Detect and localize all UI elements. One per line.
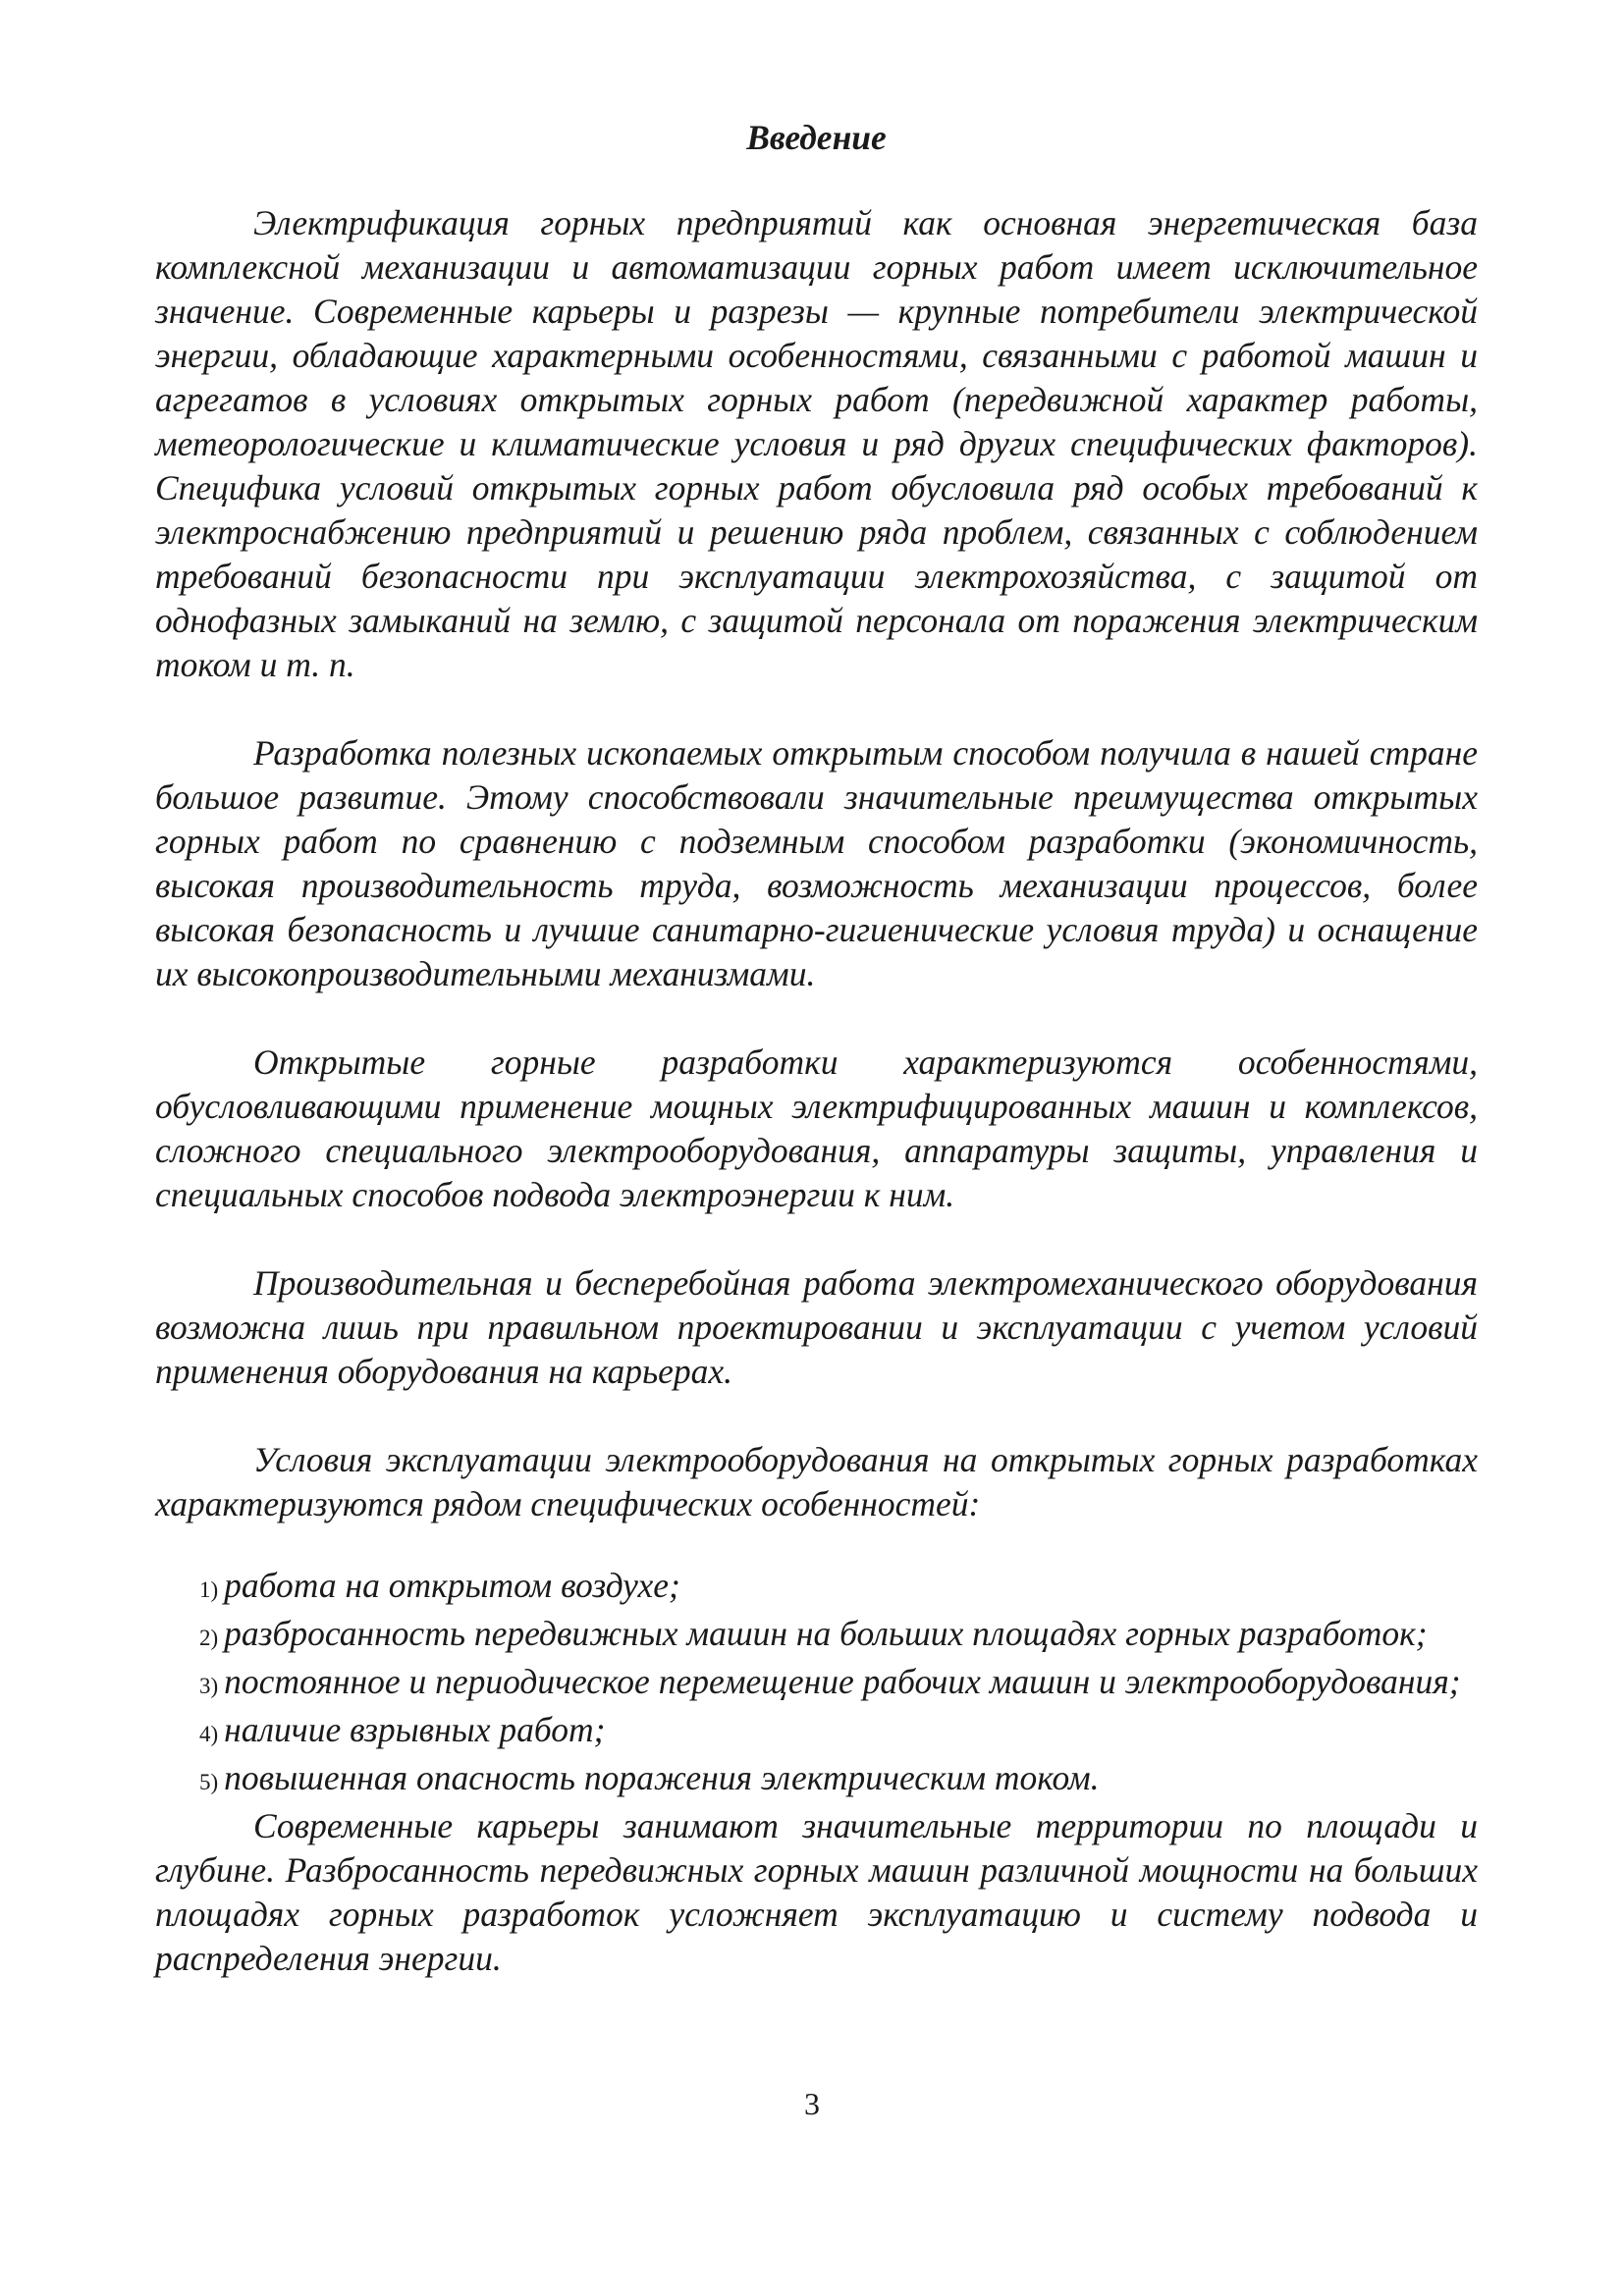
list-item-text: постоянное и периодическое перемещение рабочих машин и электрооборудования; [224, 1662, 1461, 1701]
list-item-text: разбросанность передвижных машин на больших площадях горных разработок; [224, 1614, 1428, 1653]
conditions-list [155, 1564, 1478, 1804]
list-item [155, 1660, 1478, 1708]
list-item-number: 4) [199, 1722, 219, 1746]
list-item-text: повышенная опасность поражения электрическим током. [224, 1758, 1100, 1797]
list-item-text: наличие взрывных работ; [224, 1710, 606, 1749]
list-item [155, 1756, 1478, 1804]
list-item [155, 1564, 1478, 1612]
paragraph-reliability: Производительная и бесперебойная работа электромеханического оборудования возможна лишь при правильном проектировании и эксплуатации с учетом условий применения оборудования на карьерах. [155, 1263, 1478, 1391]
paragraph-intro: Электрификация горных предприятий как основная энергетическая база комплексной механизации и автоматизации горных работ имеет исключительное значение. Современные карьеры и разрезы — крупные потребители электрической энергии, обладающие характерными особенностями, связанными с работой машин и агрегатов в условиях открытых горных работ (передвижной характер работы, метеорологические и климатические условия и ряд других специфических факторов). Специфика условий открытых горных работ обусловила ряд особых требований к электроснабжению предприятий и решению ряда проблем, связанных с соблюдением требований безопасности при эксплуатации электрохозяйства, с защитой от однофазных замыканий на землю, с защитой персонала от поражения электрическим током и т. п. [155, 203, 1478, 684]
list-item-number: 3) [199, 1674, 219, 1698]
list-item [155, 1612, 1478, 1660]
paragraph-conditions: Условия эксплуатации электрооборудования на открытых горных разработках характеризуются рядом специфических особенностей: [155, 1440, 1478, 1523]
list-item [155, 1708, 1478, 1756]
list-item-number: 5) [199, 1770, 219, 1794]
list-item-number: 1) [199, 1577, 219, 1602]
list-item-text: работа на открытом воздухе; [224, 1566, 680, 1605]
page-content [155, 116, 1478, 1981]
paragraph-closing: Современные карьеры занимают значительные территории по площади и глубине. Разбросанность передвижных горных машин различной мощности на больших площадях горных разработок усложняет эксплуатацию и систему подвода и распределения энергии. [155, 1806, 1478, 1978]
paragraph-features: Открытые горные разработки характеризуются особенностями, обусловливающими применение мощных электрифицированных машин и комплексов, сложного специального электрооборудования, аппаратуры защиты, управления и специальных способов подвода электроэнергии к ним. [155, 1042, 1478, 1214]
page-title: Введение [746, 118, 887, 157]
paragraph-open-pit-development: Разработка полезных ископаемых открытым способом получила в нашей стране большое развитие. Этому способствовали значительные преимущества открытых горных работ по сравнению с подземным способом разработки (экономичность, высокая производительность труда, возможность механизации процессов, более высокая безопасность и лучшие санитарно-гигиенические условия труда) и оснащение их высокопроизводительными механизмами. [155, 733, 1478, 993]
list-item-number: 2) [199, 1626, 219, 1650]
page-number: 3 [804, 2086, 820, 2121]
